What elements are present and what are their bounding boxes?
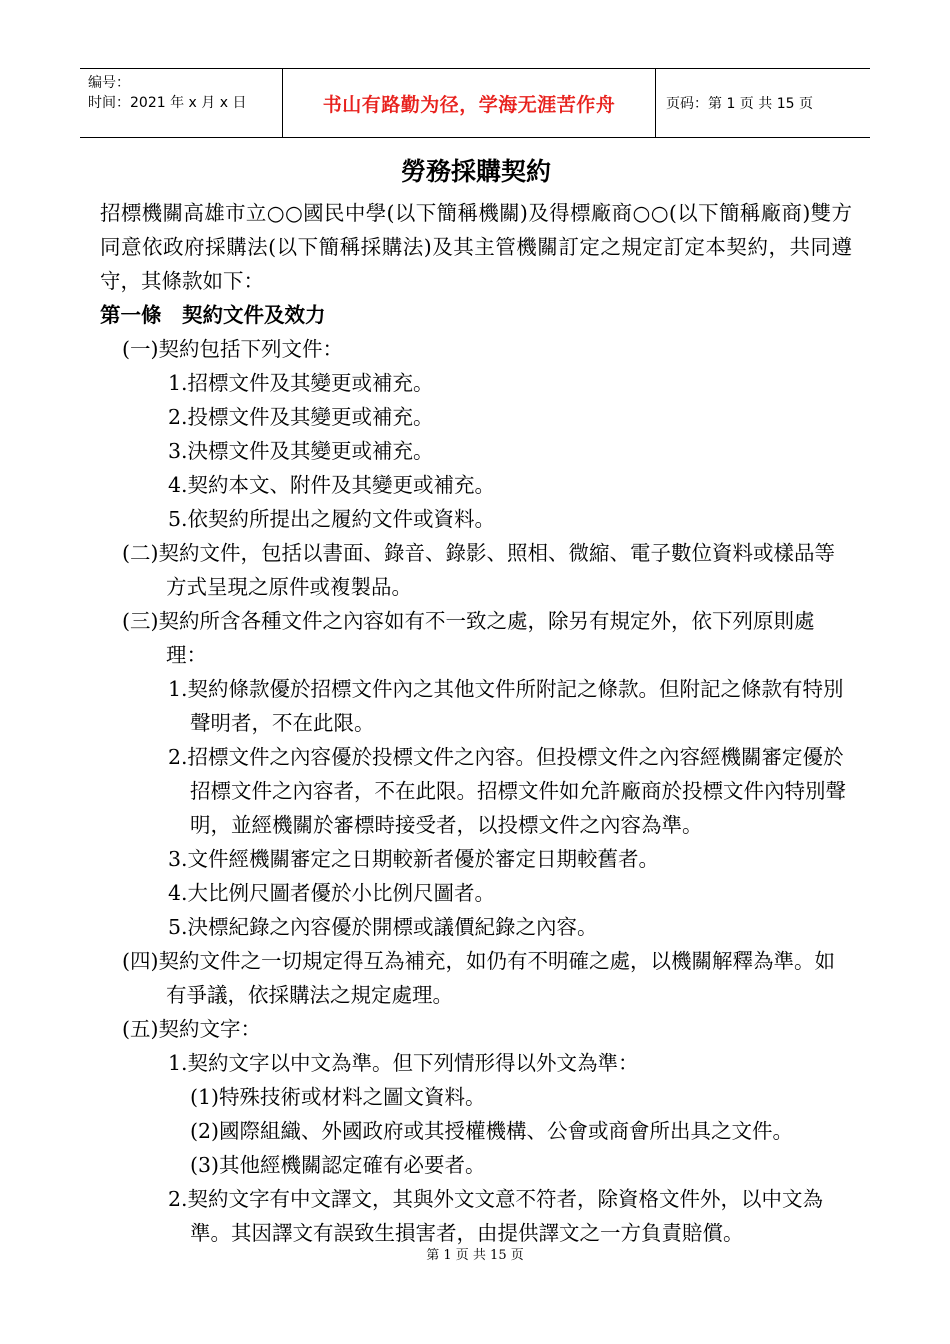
document-body — [100, 150, 852, 1250]
header-motto: 书山有路勤为径，学海无涯苦作舟 — [282, 69, 656, 137]
header-meta — [80, 69, 282, 137]
section-1-item: 3.決標文件及其變更或補充。 — [168, 439, 434, 463]
section-5-item: 2.契約文字有中文譯文，其與外文文意不符者，除資格文件外，以中文為準。其因譯文有誤致生損害者，由提供譯文之一方負責賠償。 — [168, 1187, 824, 1245]
section-5-item: 1.契約文字以中文為準。但下列情形得以外文為準： — [168, 1051, 639, 1075]
page-footer: 第 1 页 共 15 页 — [426, 1248, 524, 1263]
document-title: 勞務採購契約 — [400, 157, 551, 186]
section-1-item: 2.投標文件及其變更或補充。 — [168, 405, 434, 429]
header-page-number: 页码：第 1 页 共 15 页 — [666, 96, 813, 112]
section-5-subitem: (2)國際組織、外國政府或其授權機構、公會或商會所出具之文件。 — [190, 1119, 794, 1143]
section-5: (五)契約文字： — [122, 1017, 261, 1041]
section-4: (四)契約文件之一切規定得互為補充，如仍有不明確之處，以機關解釋為準。如有爭議，依採購法之規定處理。 — [122, 949, 835, 1007]
section-3: (三)契約所含各種文件之內容如有不一致之處，除另有規定外，依下列原則處理： — [122, 609, 815, 667]
section-1: (一)契約包括下列文件： — [122, 337, 343, 361]
section-2: (二)契約文件，包括以書面、錄音、錄影、照相、微縮、電子數位資料或樣品等方式呈現之原件或複製品。 — [122, 541, 835, 599]
section-5-subitem: (1)特殊技術或材料之圖文資料。 — [190, 1085, 486, 1109]
intro-paragraph: 招標機關高雄市立○○國民中學(以下簡稱機關)及得標廠商○○(以下簡稱廠商)雙方同意依政府採購法(以下簡稱採購法)及其主管機關訂定之規定訂定本契約，共同遵守，其條款如下： — [100, 201, 852, 293]
section-3-item: 3.文件經機關審定之日期較新者優於審定日期較舊者。 — [168, 847, 660, 871]
page-header — [80, 68, 870, 138]
article-1-heading: 第一條 契約文件及效力 — [100, 303, 326, 327]
section-5-subitem: (3)其他經機關認定確有必要者。 — [190, 1153, 486, 1177]
section-1-item: 5.依契約所提出之履約文件或資料。 — [168, 507, 496, 531]
section-1-item: 1.招標文件及其變更或補充。 — [168, 371, 434, 395]
section-1-item: 4.契約本文、附件及其變更或補充。 — [168, 473, 496, 497]
section-3-item: 4.大比例尺圖者優於小比例尺圖者。 — [168, 881, 496, 905]
section-3-item: 1.契約條款優於招標文件內之其他文件所附記之條款。但附記之條款有特別聲明者，不在此限。 — [168, 677, 844, 735]
section-3-item: 5.決標紀錄之內容優於開標或議價紀錄之內容。 — [168, 915, 598, 939]
section-3-item: 2.招標文件之內容優於投標文件之內容。但投標文件之內容經機關審定優於招標文件之內容者，不在此限。招標文件如允許廠商於投標文件內特別聲明，並經機關於審標時接受者，以投標文件之內容為準。 — [168, 745, 846, 837]
document-date-label: 时间：2021 年 x 月 x 日 — [88, 95, 247, 111]
document-number-label: 编号： — [88, 75, 130, 91]
